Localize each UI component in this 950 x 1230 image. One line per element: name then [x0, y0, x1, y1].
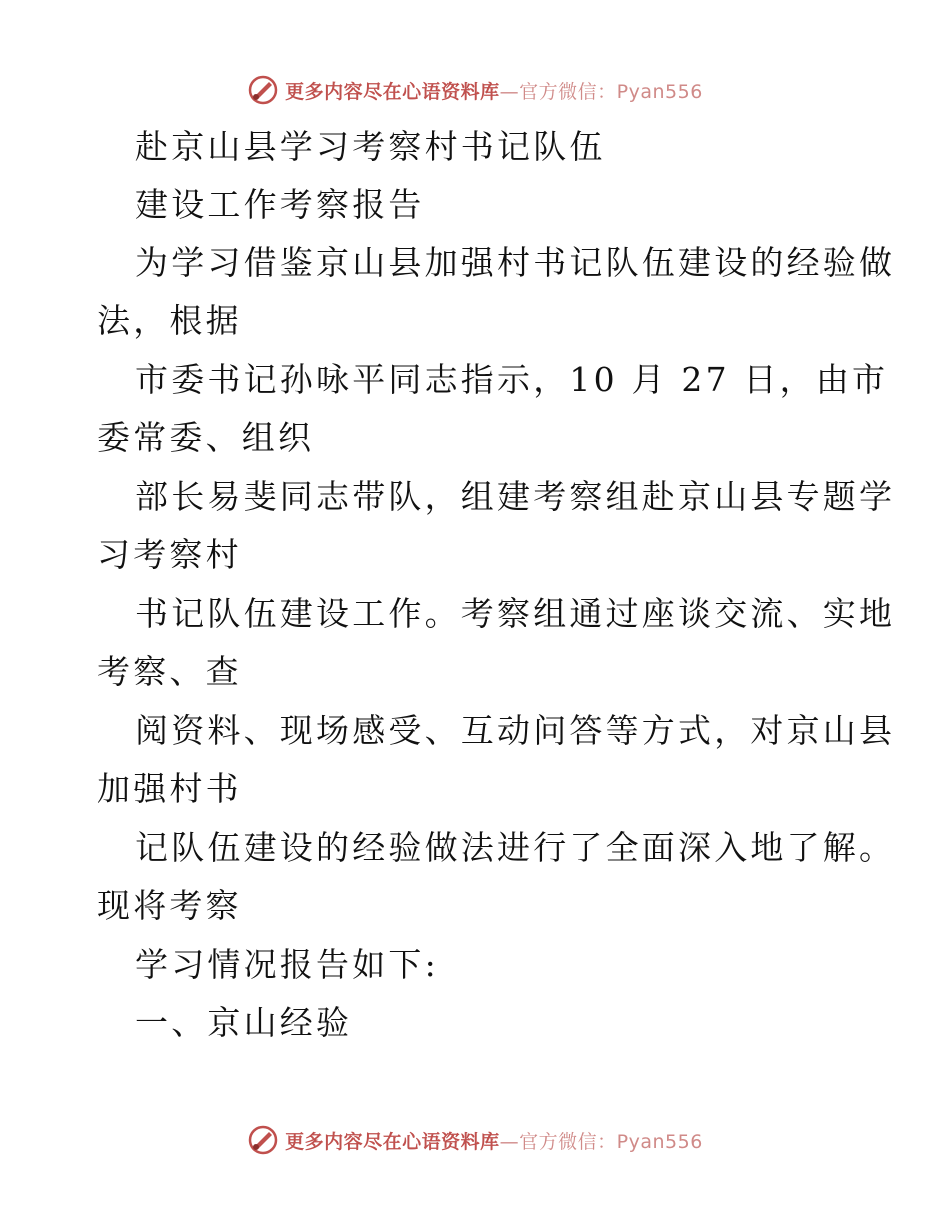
doc-title-line-2: 建设工作考察报告 — [135, 185, 425, 224]
paragraph-line: 考察、查 — [97, 652, 242, 691]
paragraph-line: 为学习借鉴京山县加强村书记队伍建设的经验做 — [135, 243, 896, 282]
paragraph-line: 书记队伍建设工作。考察组通过座谈交流、实地 — [135, 594, 896, 633]
paragraph-line: 学习情况报告如下: — [135, 945, 439, 984]
watermark-header — [0, 70, 950, 110]
section-heading: 一、京山经验 — [135, 1003, 353, 1042]
watermark-footer — [0, 1120, 950, 1160]
paragraph-line: 委常委、组织 — [97, 418, 315, 457]
paragraph-line: 部长易斐同志带队，组建考察组赴京山县专题学 — [135, 477, 896, 516]
watermark-text: 更多内容尽在心语资料库—官方微信：Pyan556 — [285, 1130, 703, 1153]
doc-title-line-1: 赴京山县学习考察村书记队伍 — [135, 127, 606, 166]
paragraph-line: 习考察村 — [97, 535, 242, 574]
paragraph-line: 市委书记孙咏平同志指示，10 月 27 日，由市 — [135, 360, 889, 399]
brush-logo-icon — [247, 74, 279, 106]
paragraph-line: 加强村书 — [97, 769, 242, 808]
paragraph-line: 现将考察 — [97, 886, 242, 925]
paragraph-line: 记队伍建设的经验做法进行了全面深入地了解。 — [135, 828, 896, 867]
watermark-text: 更多内容尽在心语资料库—官方微信：Pyan556 — [285, 80, 703, 103]
paragraph-line: 法，根据 — [97, 301, 242, 340]
brush-logo-icon — [247, 1124, 279, 1156]
paragraph-line: 阅资料、现场感受、互动问答等方式，对京山县 — [135, 711, 896, 750]
